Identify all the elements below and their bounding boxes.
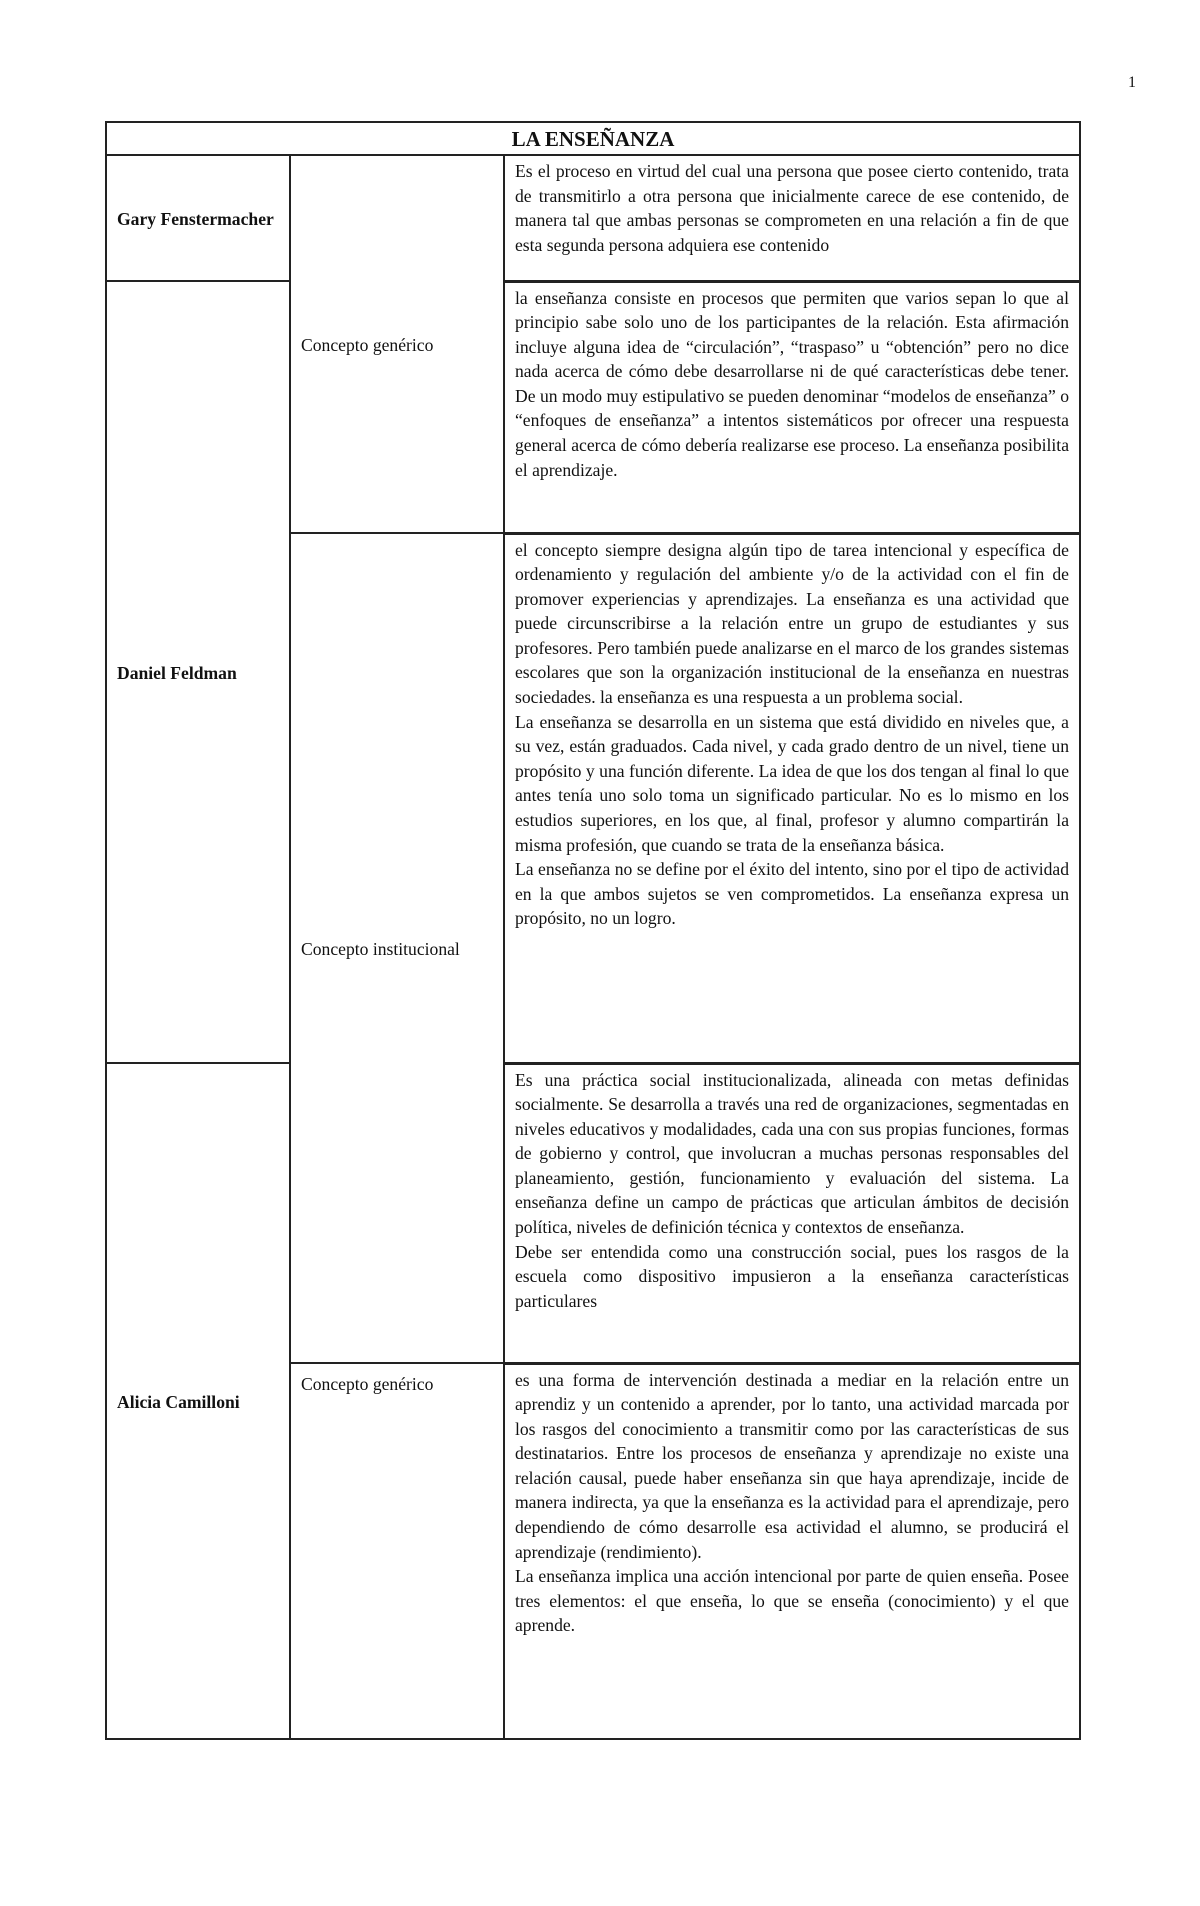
definition-feldman-institutional [504, 533, 1080, 1063]
table-title: LA ENSEÑANZA [106, 122, 1080, 155]
definition-paragraph: Debe ser entendida como una construcción social, pues los rasgos de la escuela como dispositivo impusieron a la enseñanza características particulares [515, 1241, 1069, 1311]
definition-fenstermacher [504, 155, 1080, 281]
definition-text: Es el proceso en virtud del cual una persona que posee cierto contenido, trata de transmitirlo a otra persona que inicialmente carece de ese contenido, de manera tal que ambas personas se comprometen en una relación a fin de que esta segunda persona adquiera ese contenido [515, 161, 1069, 255]
table-row [106, 155, 1080, 281]
definition-feldman-generic [504, 281, 1080, 533]
concept-generic-label-camilloni: Concepto genérico [290, 1363, 504, 1739]
definition-camilloni-generic [504, 1363, 1080, 1739]
table-row [106, 281, 1080, 533]
author-fenstermacher: Gary Fenstermacher [106, 155, 290, 281]
table-title-row [106, 122, 1080, 155]
definition-camilloni-institutional [504, 1063, 1080, 1363]
concept-generic-label: Concepto genérico [290, 155, 504, 533]
definition-paragraph: La enseñanza se desarrolla en un sistema que está dividido en niveles que, a su vez, están graduados. Cada nivel, y cada grado dentro de un nivel, tiene un propósito y una función diferente. La idea de que los dos tengan al final lo que antes tenía uno solo toma un significado particular. No es lo mismo en los estudios superiores, en los que, al final, profesor y alumno compartirán la misma profesión, que cuando se trata de la enseñanza básica. [515, 711, 1069, 855]
definition-paragraph: La enseñanza no se define por el éxito del intento, sino por el tipo de actividad en la que ambos sujetos se ven comprometidos. La enseñanza expresa un propósito, no un logro. [515, 859, 1069, 929]
definition-paragraph: es una forma de intervención destinada a mediar en la relación entre un aprendiz y un contenido a aprender, por lo tanto, una actividad marcada por los rasgos del conocimiento a transmitir como por las características de sus destinatarios. Entre los procesos de enseñanza y aprendizaje no existe una relación causal, puede haber enseñanza sin que haya aprendizaje, incide de manera indirecta, ya que la enseñanza es la actividad para el aprendizaje, pero dependiendo de cómo desarrolle esa actividad el alumno, se producirá el aprendizaje (rendimiento). [515, 1369, 1069, 1562]
definition-text: la enseñanza consiste en procesos que permiten que varios sepan lo que al principio sabe solo uno de los participantes de la relación. Esta afirmación incluye alguna idea de “circulación”, “traspaso” u “obtención” pero no dice nada acerca de cómo debe desarrollarse ni de qué características debe tener. De un modo muy estipulativo se pueden denominar “modelos de enseñanza” o “enfoques de enseñanza” a intentos sistemáticos por ofrecer una respuesta general acerca de cómo debería realizarse ese proceso. La enseñanza posibilita el aprendizaje. [515, 287, 1069, 480]
page-number: 1 [1128, 74, 1136, 91]
table-row [106, 1063, 1080, 1363]
definition-paragraph: La enseñanza implica una acción intencional por parte de quien enseña. Posee tres elementos: el que enseña, lo que se enseña (conocimiento) y el que aprende. [515, 1566, 1069, 1636]
definition-paragraph: Es una práctica social institucionalizada, alineada con metas definidas socialmente. Se desarrolla a través una red de organizaciones, segmentadas en niveles educativos y modalidades, cada una con sus propias funciones, formas de gobierno y control, que involucran a muchas personas responsables del planeamiento, gestión, funcionamiento y evaluación del sistema. La enseñanza define un campo de prácticas que articulan ámbitos de decisión política, niveles de definición técnica y contextos de enseñanza. [515, 1069, 1069, 1238]
teaching-concepts-table [105, 121, 1081, 1740]
concept-institutional-label: Concepto institucional [290, 533, 504, 1363]
author-feldman: Daniel Feldman [106, 281, 290, 1063]
definition-paragraph: el concepto siempre designa algún tipo de tarea intencional y específica de ordenamiento y regulación del ambiente y/o de la actividad con el fin de promover experiencias y aprendizajes. La enseñanza es una actividad que puede circunscribirse a la relación entre un grupo de estudiantes y sus profesores. Pero también puede analizarse en el marco de los grandes sistemas escolares que son la organización institucional de la enseñanza en nuestras sociedades. la enseñanza es una respuesta a un problema social. [515, 539, 1069, 708]
author-camilloni: Alicia Camilloni [106, 1063, 290, 1739]
